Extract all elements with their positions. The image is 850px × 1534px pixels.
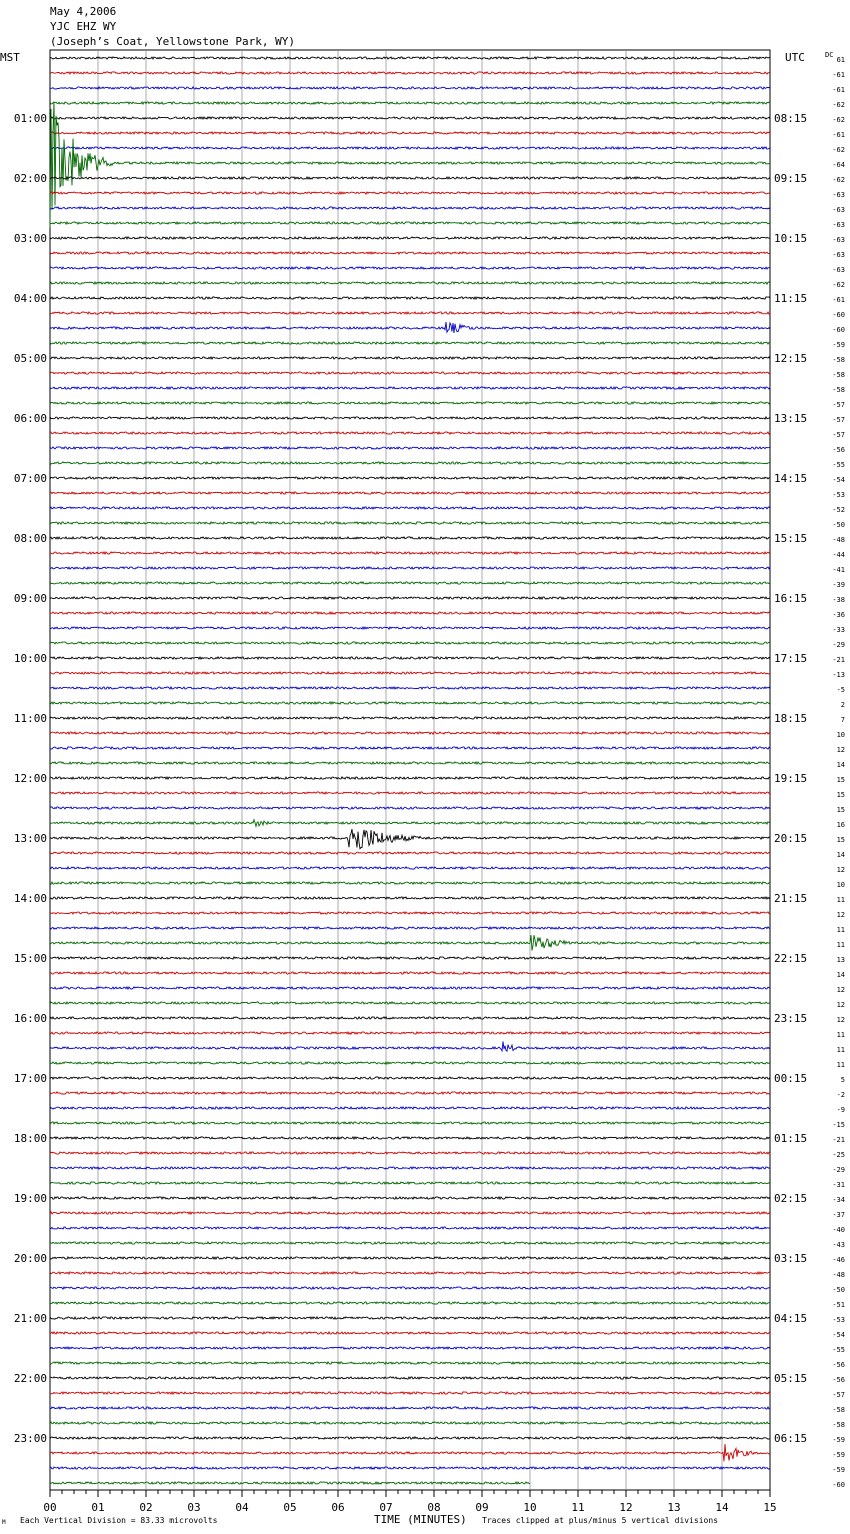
trace-line [50, 117, 770, 119]
trace-line [50, 657, 770, 659]
trace-line [50, 1152, 770, 1154]
dc-offset-label: -25 [832, 1151, 845, 1159]
trace-line [50, 717, 770, 719]
utc-hour-label: 21:15 [774, 892, 808, 905]
dc-offset-label: -5 [836, 686, 845, 694]
trace-line [50, 57, 770, 59]
dc-offset-label: -39 [832, 581, 845, 589]
dc-offset-label: -59 [832, 1451, 845, 1459]
trace-line [50, 1167, 770, 1169]
trace-line [50, 762, 770, 764]
dc-offset-label: -9 [836, 1106, 845, 1114]
trace-line [50, 1467, 770, 1469]
trace-line [50, 1032, 770, 1034]
footer-mark: M [2, 1519, 6, 1526]
dc-offset-label: -62 [832, 116, 845, 124]
dc-offset-label: 12 [836, 746, 845, 754]
trace-line [50, 612, 770, 614]
trace-line [50, 582, 770, 584]
trace-line [50, 237, 770, 239]
x-tick-label: 06 [331, 1501, 345, 1514]
trace-line [50, 207, 770, 209]
trace-line [50, 1107, 770, 1109]
dc-offset-label: -15 [832, 1121, 845, 1129]
mst-hour-label: 05:00 [13, 352, 47, 365]
dc-offset-label: -21 [832, 656, 845, 664]
dc-offset-label: -34 [832, 1196, 845, 1204]
trace-line [50, 1182, 770, 1184]
mst-axis-label: MST [0, 51, 20, 64]
trace-line [50, 777, 770, 779]
mst-hour-label: 10:00 [13, 652, 47, 665]
trace-line [50, 507, 770, 509]
header-date: May 4,2006 [50, 5, 117, 18]
trace-line [50, 447, 770, 449]
dc-offset-label: -33 [832, 626, 845, 634]
mst-hour-label: 17:00 [13, 1072, 47, 1085]
dc-offset-label: -56 [832, 1376, 845, 1384]
dc-offset-label: 16 [836, 821, 845, 829]
mst-hour-label: 23:00 [13, 1432, 47, 1445]
dc-offset-label: 15 [836, 776, 845, 784]
trace-line [50, 852, 770, 854]
dc-offset-label: 15 [836, 836, 845, 844]
utc-hour-label: 10:15 [774, 232, 808, 245]
trace-line [50, 417, 770, 419]
x-tick-label: 12 [619, 1501, 633, 1514]
dc-offset-label: -64 [832, 161, 845, 169]
utc-hour-label: 23:15 [774, 1012, 808, 1025]
dc-offset-label: -57 [832, 431, 845, 439]
footer-division-note: Each Vertical Division = 83.33 microvolts [20, 1516, 218, 1525]
x-tick-label: 07 [379, 1501, 393, 1514]
trace-line [50, 342, 770, 344]
dc-offset-label: -50 [832, 1286, 845, 1294]
trace-line [50, 522, 770, 524]
utc-hour-label: 00:15 [774, 1072, 808, 1085]
utc-hour-label: 22:15 [774, 952, 808, 965]
dc-offset-label: -57 [832, 401, 845, 409]
dc-offset-label: 7 [840, 716, 845, 724]
mst-hour-label: 02:00 [13, 172, 47, 185]
dc-offset-label: -52 [832, 506, 845, 514]
dc-offset-label: 12 [836, 1001, 845, 1009]
dc-offset-label: -29 [832, 1166, 845, 1174]
trace-line [50, 552, 770, 554]
trace-line [50, 927, 770, 929]
utc-hour-label: 08:15 [774, 112, 808, 125]
x-tick-label: 08 [427, 1501, 441, 1514]
dc-offset-label: -56 [832, 1361, 845, 1369]
dc-offset-label: -60 [832, 1481, 845, 1489]
trace-line [50, 792, 770, 794]
mst-hour-label: 03:00 [13, 232, 47, 245]
trace-line [50, 1017, 770, 1019]
utc-hour-label: 20:15 [774, 832, 808, 845]
trace-line [50, 747, 770, 749]
x-tick-label: 03 [187, 1501, 201, 1514]
dc-offset-label: -58 [832, 356, 845, 364]
trace-line [50, 462, 770, 464]
dc-offset-label: -50 [832, 521, 845, 529]
x-tick-label: 15 [763, 1501, 777, 1514]
trace-line [50, 537, 770, 539]
utc-hour-label: 01:15 [774, 1132, 808, 1145]
trace-line [50, 492, 770, 494]
trace-line [50, 1302, 770, 1304]
trace-line [50, 1212, 770, 1214]
mst-hour-label: 20:00 [13, 1252, 47, 1265]
dc-offset-label: -54 [832, 1331, 845, 1339]
trace-line [50, 1347, 770, 1349]
x-axis-title: TIME (MINUTES) [374, 1513, 467, 1526]
trace-line [50, 897, 770, 899]
trace-line [50, 702, 770, 704]
dc-offset-label: 5 [840, 1076, 845, 1084]
dc-offset-label: 11 [836, 941, 845, 949]
dc-offset-label: -63 [832, 221, 845, 229]
mst-hour-label: 16:00 [13, 1012, 47, 1025]
trace-line [50, 567, 770, 569]
dc-offset-label: -57 [832, 1391, 845, 1399]
trace-line [50, 1041, 770, 1051]
utc-hour-label: 14:15 [774, 472, 808, 485]
dc-offset-label: 14 [836, 761, 845, 769]
dc-offset-label: -48 [832, 1271, 845, 1279]
utc-hour-label: 11:15 [774, 292, 808, 305]
trace-line [50, 597, 770, 599]
dc-offset-label: -59 [832, 1436, 845, 1444]
dc-offset-label: -38 [832, 596, 845, 604]
utc-hour-label: 15:15 [774, 532, 808, 545]
utc-hour-label: 03:15 [774, 1252, 808, 1265]
trace-line [50, 387, 770, 389]
utc-hour-label: 09:15 [774, 172, 808, 185]
trace-line [50, 642, 770, 644]
mst-hour-label: 09:00 [13, 592, 47, 605]
trace-line [50, 972, 770, 974]
dc-offset-label: -63 [832, 266, 845, 274]
utc-axis-label: UTC [785, 51, 805, 64]
mst-hour-label: 11:00 [13, 712, 47, 725]
trace-line [50, 1137, 770, 1139]
dc-offset-label: -44 [832, 551, 845, 559]
trace-line [50, 987, 770, 989]
trace-line [50, 1362, 770, 1364]
x-tick-label: 09 [475, 1501, 489, 1514]
dc-offset-label: -53 [832, 1316, 845, 1324]
trace-line [50, 177, 770, 179]
trace-line [50, 147, 770, 149]
dc-offset-label: -58 [832, 1421, 845, 1429]
dc-offset-label: -59 [832, 341, 845, 349]
trace-line [50, 1122, 770, 1124]
mst-hour-label: 18:00 [13, 1132, 47, 1145]
trace-line [50, 1257, 770, 1259]
trace-line [50, 1422, 770, 1424]
dc-offset-label: -60 [832, 311, 845, 319]
dc-offset-label: 13 [836, 956, 845, 964]
trace-line [50, 1227, 770, 1229]
dc-offset-label: 11 [836, 1046, 845, 1054]
x-tick-label: 14 [715, 1501, 729, 1514]
dc-offset-label: -41 [832, 566, 845, 574]
trace-line [50, 72, 770, 74]
dc-offset-label: -51 [832, 1301, 845, 1309]
dc-offset-label: 11 [836, 1031, 845, 1039]
dc-offset-label: 12 [836, 1016, 845, 1024]
trace-line [50, 1197, 770, 1199]
dc-offset-label: -62 [832, 101, 845, 109]
dc-offset-label: -37 [832, 1211, 845, 1219]
trace-line [50, 807, 770, 809]
trace-line [50, 1377, 770, 1379]
dc-offset-label: -40 [832, 1226, 845, 1234]
dc-offset-label: 12 [836, 986, 845, 994]
trace-line [50, 282, 770, 284]
dc-offset-label: -2 [836, 1091, 845, 1099]
utc-hour-label: 16:15 [774, 592, 808, 605]
trace-line [50, 867, 770, 869]
trace-line [50, 1002, 770, 1004]
trace-line [50, 912, 770, 914]
header-station: YJC EHZ WY [50, 20, 117, 33]
trace-line [50, 1272, 770, 1274]
header-location: (Joseph’s Coat, Yellowstone Park, WY) [50, 35, 296, 48]
x-tick-label: 05 [283, 1501, 297, 1514]
dc-offset-label: -36 [832, 611, 845, 619]
trace-line [50, 267, 770, 269]
utc-hour-label: 04:15 [774, 1312, 808, 1325]
dc-label: DC [825, 51, 834, 59]
dc-offset-label: -48 [832, 536, 845, 544]
trace-line [50, 402, 770, 404]
dc-offset-label: -63 [832, 236, 845, 244]
dc-offset-label: -58 [832, 386, 845, 394]
dc-offset-label: -29 [832, 641, 845, 649]
dc-offset-label: 11 [836, 896, 845, 904]
mst-hour-label: 19:00 [13, 1192, 47, 1205]
dc-offset-label: -21 [832, 1136, 845, 1144]
dc-offset-label: -61 [832, 296, 845, 304]
trace-line [50, 732, 770, 734]
mst-hour-label: 14:00 [13, 892, 47, 905]
trace-line [50, 252, 770, 254]
dc-offset-label: -13 [832, 671, 845, 679]
footer-clip-note: Traces clipped at plus/minus 5 vertical divisions [482, 1516, 719, 1525]
trace-line [50, 192, 770, 194]
x-tick-label: 10 [523, 1501, 537, 1514]
trace-line [50, 1077, 770, 1079]
mst-hour-label: 13:00 [13, 832, 47, 845]
trace-line [50, 297, 770, 299]
trace-line [50, 1062, 770, 1064]
dc-offset-label: -62 [832, 146, 845, 154]
trace-line [50, 477, 770, 479]
dc-offset-label: -61 [832, 86, 845, 94]
dc-offset-label: 12 [836, 911, 845, 919]
mst-hour-label: 07:00 [13, 472, 47, 485]
dc-offset-label: 11 [836, 1061, 845, 1069]
utc-hour-label: 18:15 [774, 712, 808, 725]
utc-hour-label: 05:15 [774, 1372, 808, 1385]
dc-offset-label: 12 [836, 866, 845, 874]
mst-hour-label: 22:00 [13, 1372, 47, 1385]
dc-offset-label: 15 [836, 806, 845, 814]
trace-line [50, 312, 770, 314]
dc-offset-label: 10 [836, 731, 845, 739]
trace-line [50, 829, 770, 849]
dc-offset-label: -56 [832, 446, 845, 454]
mst-hour-label: 08:00 [13, 532, 47, 545]
utc-hour-label: 19:15 [774, 772, 808, 785]
dc-offset-label: -57 [832, 416, 845, 424]
trace-line [50, 1092, 770, 1094]
trace-line [50, 372, 770, 374]
trace-line [50, 672, 770, 674]
mst-hour-label: 21:00 [13, 1312, 47, 1325]
dc-offset-label: -63 [832, 191, 845, 199]
mst-hour-label: 12:00 [13, 772, 47, 785]
trace-line [50, 687, 770, 689]
utc-hour-label: 06:15 [774, 1432, 808, 1445]
trace-line [50, 1332, 770, 1334]
trace-line [50, 820, 770, 827]
dc-offset-label: -54 [832, 476, 845, 484]
trace-line [50, 222, 770, 224]
dc-offset-label: 61 [836, 56, 845, 64]
trace-line [50, 957, 770, 959]
dc-offset-label: 15 [836, 791, 845, 799]
trace-line [50, 1317, 770, 1319]
x-tick-label: 04 [235, 1501, 249, 1514]
dc-offset-label: -58 [832, 1406, 845, 1414]
trace-line [50, 1407, 770, 1409]
dc-offset-label: -46 [832, 1256, 845, 1264]
utc-hour-label: 13:15 [774, 412, 808, 425]
dc-offset-label: -63 [832, 206, 845, 214]
dc-offset-label: 11 [836, 926, 845, 934]
trace-line [50, 935, 770, 951]
trace-line [50, 1242, 770, 1244]
trace-line [50, 1392, 770, 1394]
trace-line [50, 432, 770, 434]
dc-offset-label: -63 [832, 251, 845, 259]
dc-offset-label: -55 [832, 1346, 845, 1354]
dc-offset-label: -61 [832, 71, 845, 79]
dc-offset-label: -43 [832, 1241, 845, 1249]
dc-offset-label: -59 [832, 1466, 845, 1474]
x-tick-label: 11 [571, 1501, 585, 1514]
dc-offset-label: -62 [832, 176, 845, 184]
dc-offset-label: -53 [832, 491, 845, 499]
dc-offset-label: -62 [832, 281, 845, 289]
x-tick-label: 00 [43, 1501, 57, 1514]
mst-hour-label: 06:00 [13, 412, 47, 425]
trace-line [50, 87, 770, 89]
trace-line [50, 1437, 770, 1439]
dc-offset-label: -60 [832, 326, 845, 334]
utc-hour-label: 02:15 [774, 1192, 808, 1205]
x-tick-label: 02 [139, 1501, 153, 1514]
dc-offset-label: 10 [836, 881, 845, 889]
trace-line [50, 102, 770, 104]
mst-hour-label: 15:00 [13, 952, 47, 965]
x-tick-label: 13 [667, 1501, 681, 1514]
dc-offset-label: -31 [832, 1181, 845, 1189]
trace-line [50, 882, 770, 884]
utc-hour-label: 12:15 [774, 352, 808, 365]
dc-offset-label: -58 [832, 371, 845, 379]
trace-line [50, 357, 770, 359]
dc-offset-label: -55 [832, 461, 845, 469]
dc-offset-label: 2 [840, 701, 845, 709]
dc-offset-label: 14 [836, 851, 845, 859]
dc-offset-label: -61 [832, 131, 845, 139]
utc-hour-label: 17:15 [774, 652, 808, 665]
trace-line [50, 627, 770, 629]
trace-line [50, 1444, 770, 1461]
trace-line [50, 1287, 770, 1289]
trace-line [50, 132, 770, 134]
mst-hour-label: 01:00 [13, 112, 47, 125]
x-tick-label: 01 [91, 1501, 105, 1514]
trace-line [50, 322, 770, 333]
mst-hour-label: 04:00 [13, 292, 47, 305]
dc-offset-label: 14 [836, 971, 845, 979]
